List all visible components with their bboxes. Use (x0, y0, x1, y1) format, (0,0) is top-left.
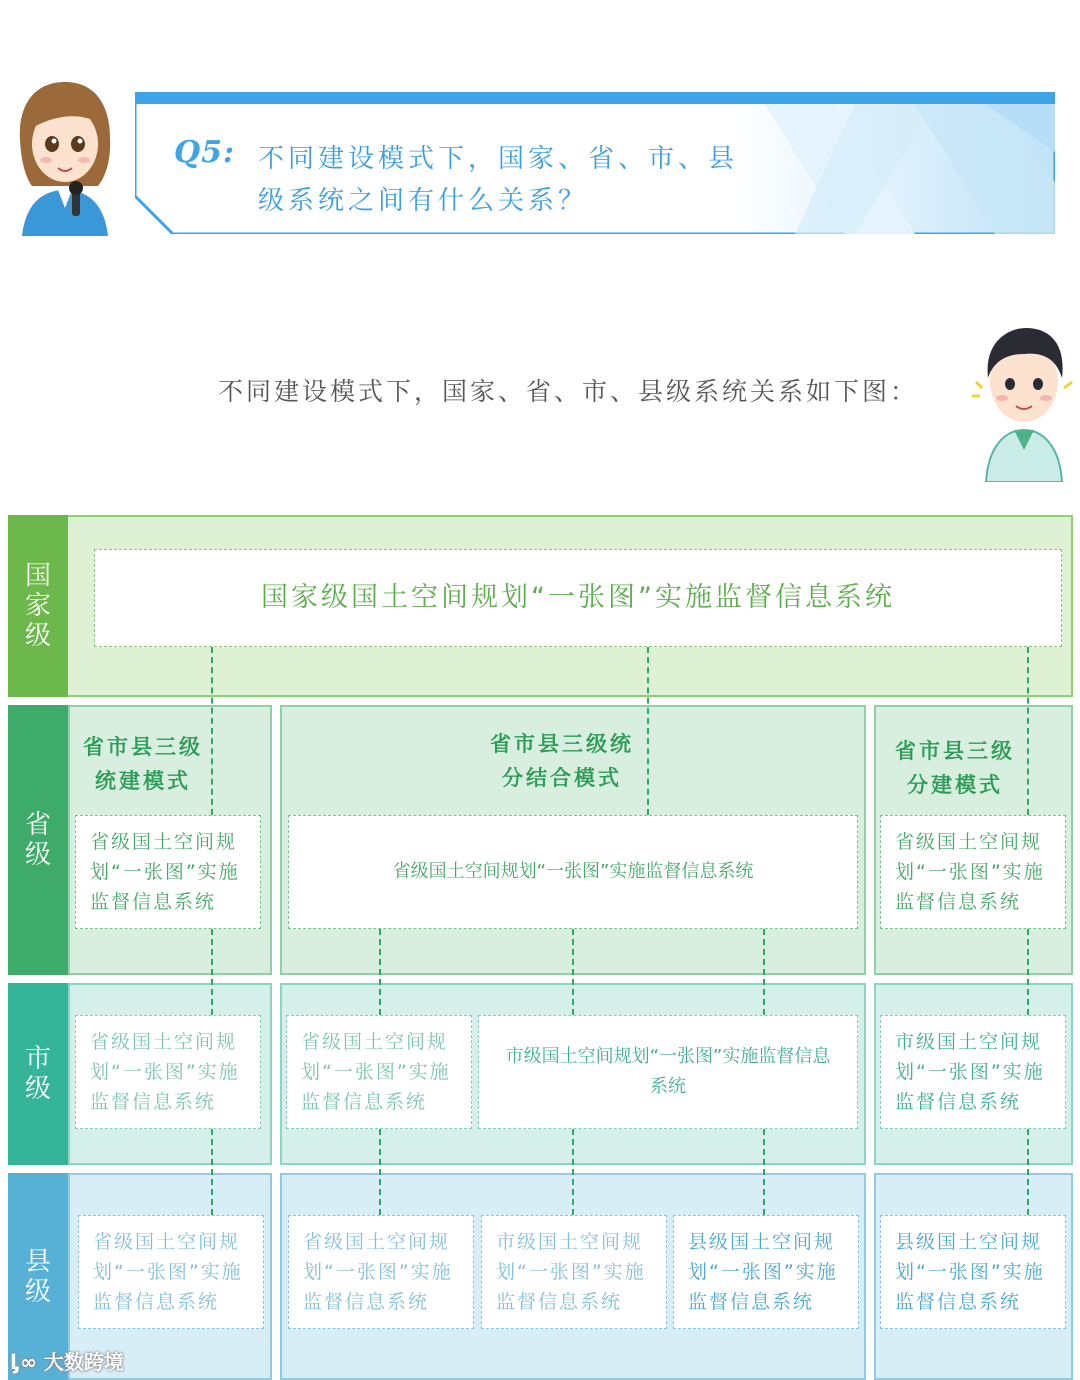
connector-combined-prov-right (763, 929, 765, 1015)
row-label-city: 市级 (8, 983, 68, 1165)
mode-title-combined: 省市县三级统分结合模式 (490, 732, 634, 790)
national-system-box: 国家级国土空间规划“一张图”实施监督信息系统 (94, 549, 1062, 647)
connector-national-to-unified (211, 647, 213, 815)
connector-unified-prov-city (211, 929, 213, 1015)
connector-separate-prov-city (1027, 929, 1029, 1015)
county-row-prov-system-combined: 省级国土空间规划“一张图”实施监督信息系统 (288, 1215, 474, 1329)
question-line-2: 级系统之间有什么关系？ (258, 186, 589, 216)
row-label-county: 县级 (8, 1173, 68, 1380)
row-label-national: 国家级 (8, 515, 68, 697)
connector-combined-prov-mid (572, 929, 574, 1015)
prov-system-combined: 省级国土空间规划“一张图”实施监督信息系统 (288, 815, 858, 929)
reporter-avatar-icon (12, 78, 118, 236)
row-label-provincial: 省级 (8, 705, 68, 975)
city-row-prov-system-combined: 省级国土空间规划“一张图”实施监督信息系统 (286, 1015, 472, 1129)
county-row-city-system-combined: 市级国土空间规划“一张图”实施监督信息系统 (481, 1215, 667, 1329)
mode-title-separate: 省市县三级分建模式 (895, 739, 1015, 797)
expert-avatar-icon (972, 322, 1076, 482)
intro-text: 不同建设模式下，国家、省、市、县级系统关系如下图： (218, 377, 919, 406)
question-line-1: 不同建设模式下，国家、省、市、县 (258, 144, 739, 174)
city-row-prov-system-unified: 省级国土空间规划“一张图”实施监督信息系统 (75, 1015, 261, 1129)
connector-separate-city-county (1027, 1129, 1029, 1215)
question-number: Q5: (174, 135, 236, 170)
connector-combined-city-left (379, 1129, 381, 1215)
county-row-prov-system-unified: 省级国土空间规划“一张图”实施监督信息系统 (78, 1215, 264, 1329)
connector-combined-city-mid (572, 1129, 574, 1215)
city-system-separate: 市级国土空间规划“一张图”实施监督信息系统 (880, 1015, 1066, 1129)
watermark: ᶅ∞ 大数跨境 (10, 1350, 124, 1374)
connector-combined-prov-left (379, 929, 381, 1015)
watermark-logo-icon: ᶅ∞ (10, 1350, 44, 1374)
prov-system-separate: 省级国土空间规划“一张图”实施监督信息系统 (880, 815, 1066, 929)
city-system-combined: 市级国土空间规划“一张图”实施监督信息系统 (478, 1015, 858, 1129)
connector-combined-city-right (763, 1129, 765, 1215)
county-system-separate: 县级国土空间规划“一张图”实施监督信息系统 (880, 1215, 1066, 1329)
county-system-combined: 县级国土空间规划“一张图”实施监督信息系统 (673, 1215, 859, 1329)
prov-system-unified: 省级国土空间规划“一张图”实施监督信息系统 (75, 815, 261, 929)
connector-unified-city-county (211, 1129, 213, 1215)
connector-national-to-combined (647, 647, 649, 815)
connector-national-to-separate (1027, 647, 1029, 815)
mode-title-unified: 省市县三级统建模式 (83, 735, 203, 793)
